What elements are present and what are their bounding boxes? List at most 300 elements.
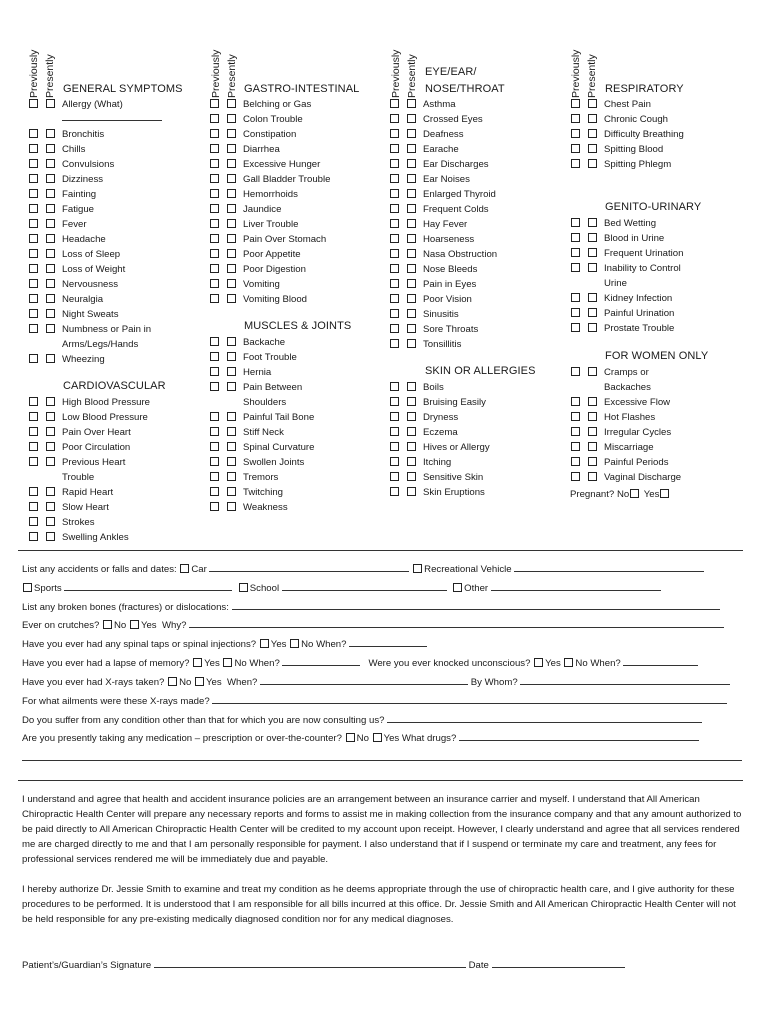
- symptom-label: Pain in Eyes: [423, 279, 477, 290]
- presently-checkbox[interactable]: [46, 324, 55, 333]
- presently-checkbox[interactable]: [588, 248, 597, 257]
- presently-checkbox[interactable]: [46, 249, 55, 258]
- symptom-label: Excessive Flow: [604, 397, 671, 408]
- presently-checkbox[interactable]: [46, 427, 55, 436]
- symptom-label: Foot Trouble: [243, 352, 297, 363]
- question-ailments: [22, 693, 727, 709]
- previously-checkbox[interactable]: [29, 487, 38, 496]
- presently-checkbox[interactable]: [227, 382, 236, 391]
- presently-checkbox[interactable]: [227, 159, 236, 168]
- previously-checkbox[interactable]: [29, 264, 38, 273]
- crutches-why-label: Why?: [161, 620, 187, 631]
- other-condition-field[interactable]: [387, 712, 702, 723]
- crutches-no-checkbox[interactable]: [103, 620, 112, 629]
- presently-checkbox[interactable]: [407, 234, 416, 243]
- previously-checkbox[interactable]: [210, 472, 219, 481]
- previously-checkbox[interactable]: [29, 532, 38, 541]
- previously-checkbox[interactable]: [390, 129, 399, 138]
- presently-checkbox[interactable]: [227, 114, 236, 123]
- memory-no-checkbox[interactable]: [223, 658, 232, 667]
- medication-label: Are you presently taking any medication – prescription or over-the-counter?: [22, 733, 342, 744]
- presently-checkbox[interactable]: [227, 189, 236, 198]
- medication-extra-line[interactable]: [22, 760, 742, 761]
- question-accidents: [22, 561, 704, 577]
- presently-checkbox[interactable]: [407, 204, 416, 213]
- presently-checkbox[interactable]: [407, 174, 416, 183]
- presently-checkbox[interactable]: [227, 279, 236, 288]
- presently-checkbox[interactable]: [227, 174, 236, 183]
- previously-checkbox[interactable]: [29, 412, 38, 421]
- symptom-label: Nasa Obstruction: [423, 249, 498, 260]
- symptom-label: Poor Digestion: [243, 264, 306, 275]
- symptom-label: Twitching: [243, 487, 283, 498]
- previously-checkbox[interactable]: [29, 502, 38, 511]
- symptom-label: Fatigue: [62, 204, 94, 215]
- xrays-no-checkbox[interactable]: [168, 677, 177, 686]
- symptom-label: Spinal Curvature: [243, 442, 315, 453]
- previously-checkbox[interactable]: [29, 279, 38, 288]
- previously-checkbox[interactable]: [210, 174, 219, 183]
- symptom-label: Neuralgia: [62, 294, 104, 305]
- section-title-muscles: MUSCLES & JOINTS: [244, 320, 352, 332]
- presently-checkbox[interactable]: [227, 264, 236, 273]
- xrays-yes-label: Yes: [206, 677, 222, 688]
- crutches-why-field[interactable]: [189, 617, 724, 628]
- presently-checkbox[interactable]: [46, 517, 55, 526]
- previously-checkbox[interactable]: [29, 427, 38, 436]
- presently-checkbox[interactable]: [407, 397, 416, 406]
- symptom-label: Painful Periods: [604, 457, 669, 468]
- previously-checkbox[interactable]: [210, 159, 219, 168]
- symptom-label: Poor Vision: [423, 294, 472, 305]
- memory-yes-checkbox[interactable]: [193, 658, 202, 667]
- previously-checkbox[interactable]: [390, 174, 399, 183]
- section-title-gastro: GASTRO-INTESTINAL: [244, 83, 360, 95]
- presently-checkbox[interactable]: [588, 293, 597, 302]
- symptom-label: Poor Circulation: [62, 442, 131, 453]
- presently-checkbox[interactable]: [407, 219, 416, 228]
- previously-checkbox[interactable]: [390, 279, 399, 288]
- school-checkbox[interactable]: [239, 583, 248, 592]
- previously-checkbox[interactable]: [210, 337, 219, 346]
- previously-checkbox[interactable]: [210, 189, 219, 198]
- presently-checkbox[interactable]: [227, 472, 236, 481]
- xrays-label: Have you ever had X-rays taken?: [22, 677, 165, 688]
- symptom-label: Convulsions: [62, 159, 115, 170]
- presently-checkbox[interactable]: [46, 457, 55, 466]
- presently-checkbox[interactable]: [407, 382, 416, 391]
- signature-field[interactable]: [154, 957, 466, 968]
- previously-checkbox[interactable]: [571, 114, 580, 123]
- previously-checkbox[interactable]: [210, 487, 219, 496]
- presently-checkbox[interactable]: [46, 487, 55, 496]
- presently-checkbox[interactable]: [46, 502, 55, 511]
- symptom-label-continued: Arms/Legs/Hands: [62, 339, 139, 350]
- previously-checkbox[interactable]: [210, 427, 219, 436]
- presently-checkbox[interactable]: [407, 412, 416, 421]
- symptom-label: Pain Over Heart: [62, 427, 131, 438]
- previously-checkbox[interactable]: [29, 204, 38, 213]
- medication-no-checkbox[interactable]: [346, 733, 355, 742]
- presently-checkbox[interactable]: [46, 309, 55, 318]
- previously-checkbox[interactable]: [210, 502, 219, 511]
- presently-checkbox[interactable]: [588, 129, 597, 138]
- previously-checkbox[interactable]: [571, 472, 580, 481]
- symptom-label: Weakness: [243, 502, 288, 513]
- knocked-no-checkbox[interactable]: [564, 658, 573, 667]
- symptom-label: Loss of Weight: [62, 264, 126, 275]
- presently-checkbox[interactable]: [588, 308, 597, 317]
- previously-checkbox[interactable]: [29, 219, 38, 228]
- presently-checkbox[interactable]: [588, 412, 597, 421]
- presently-checkbox[interactable]: [46, 354, 55, 363]
- presently-checkbox[interactable]: [227, 144, 236, 153]
- presently-checkbox[interactable]: [407, 472, 416, 481]
- previously-checkbox[interactable]: [390, 487, 399, 496]
- presently-checkbox[interactable]: [588, 218, 597, 227]
- previously-checkbox[interactable]: [571, 457, 580, 466]
- previously-checkbox[interactable]: [571, 233, 580, 242]
- rv-checkbox[interactable]: [413, 564, 422, 573]
- symptom-label: Hives or Allergy: [423, 442, 490, 453]
- question-memory: [22, 655, 698, 671]
- presently-label: Presently: [226, 54, 238, 98]
- presently-checkbox[interactable]: [227, 487, 236, 496]
- previously-checkbox[interactable]: [210, 129, 219, 138]
- previously-checkbox[interactable]: [210, 204, 219, 213]
- pregnant-no-label: No: [616, 489, 630, 500]
- symptom-label: Strokes: [62, 517, 95, 528]
- presently-checkbox[interactable]: [46, 234, 55, 243]
- presently-checkbox[interactable]: [227, 129, 236, 138]
- symptom-label: Liver Trouble: [243, 219, 299, 230]
- presently-checkbox[interactable]: [46, 219, 55, 228]
- section-title-general: GENERAL SYMPTOMS: [63, 83, 183, 95]
- symptom-label: Blood in Urine: [604, 233, 665, 244]
- previously-checkbox[interactable]: [210, 219, 219, 228]
- school-field[interactable]: [282, 580, 447, 591]
- previously-checkbox[interactable]: [390, 294, 399, 303]
- column-header-general: [28, 26, 68, 96]
- previously-checkbox[interactable]: [390, 382, 399, 391]
- previously-checkbox[interactable]: [390, 339, 399, 348]
- presently-checkbox[interactable]: [46, 442, 55, 451]
- presently-checkbox[interactable]: [407, 189, 416, 198]
- presently-checkbox[interactable]: [407, 457, 416, 466]
- previously-label: Previously: [570, 49, 582, 98]
- memory-when-field[interactable]: [282, 655, 360, 666]
- presently-checkbox[interactable]: [227, 234, 236, 243]
- spinal-when-label: When?: [316, 639, 347, 650]
- previously-checkbox[interactable]: [571, 323, 580, 332]
- agreement-paragraph-2: I hereby authorize Dr. Jessie Smith to examine and treat my condition as he deems appropriate through the use of chiropractic health care, and I give authority for these procedures to be performed. It is understood that I am responsible for all bills incurred at this office. Dr. Jessie Smith and All American Chiropractic Health Center will not be held responsible for any pre-existing medically diagnosed condition nor for any medical diagnoses.: [22, 884, 736, 925]
- previously-checkbox[interactable]: [210, 249, 219, 258]
- sports-field[interactable]: [64, 580, 232, 591]
- symptom-label: Hoarseness: [423, 234, 475, 245]
- previously-checkbox[interactable]: [390, 309, 399, 318]
- presently-checkbox[interactable]: [407, 249, 416, 258]
- previously-checkbox[interactable]: [29, 294, 38, 303]
- presently-checkbox[interactable]: [407, 339, 416, 348]
- previously-checkbox[interactable]: [210, 144, 219, 153]
- presently-checkbox[interactable]: [588, 367, 597, 376]
- presently-checkbox[interactable]: [46, 99, 55, 108]
- car-checkbox[interactable]: [180, 564, 189, 573]
- presently-checkbox[interactable]: [407, 264, 416, 273]
- previously-checkbox[interactable]: [571, 442, 580, 451]
- previously-checkbox[interactable]: [29, 324, 38, 333]
- previously-checkbox[interactable]: [390, 442, 399, 451]
- symptom-label: Hernia: [243, 367, 272, 378]
- previously-checkbox[interactable]: [571, 99, 580, 108]
- previously-checkbox[interactable]: [571, 263, 580, 272]
- allergy-what-field[interactable]: [62, 120, 162, 121]
- presently-checkbox[interactable]: [227, 294, 236, 303]
- presently-checkbox[interactable]: [227, 367, 236, 376]
- previously-checkbox[interactable]: [210, 114, 219, 123]
- section-title-eye-2: NOSE/THROAT: [425, 83, 505, 95]
- presently-checkbox[interactable]: [46, 159, 55, 168]
- presently-checkbox[interactable]: [588, 427, 597, 436]
- medication-yes-checkbox[interactable]: [373, 733, 382, 742]
- presently-checkbox[interactable]: [227, 442, 236, 451]
- previously-checkbox[interactable]: [29, 249, 38, 258]
- symptom-label: High Blood Pressure: [62, 397, 150, 408]
- symptom-label: Crossed Eyes: [423, 114, 483, 125]
- symptom-label: Tremors: [243, 472, 279, 483]
- car-label: Car: [191, 564, 207, 575]
- previously-checkbox[interactable]: [571, 129, 580, 138]
- symptom-label: Pain Between: [243, 382, 303, 393]
- rv-field[interactable]: [514, 561, 704, 572]
- previously-checkbox[interactable]: [571, 308, 580, 317]
- presently-checkbox[interactable]: [407, 294, 416, 303]
- symptom-label: Chills: [62, 144, 86, 155]
- presently-checkbox[interactable]: [227, 249, 236, 258]
- previously-checkbox[interactable]: [571, 397, 580, 406]
- pregnant-yes-checkbox[interactable]: [660, 489, 669, 498]
- previously-checkbox[interactable]: [29, 397, 38, 406]
- presently-checkbox[interactable]: [407, 309, 416, 318]
- previously-checkbox[interactable]: [571, 412, 580, 421]
- previously-checkbox[interactable]: [390, 99, 399, 108]
- presently-checkbox[interactable]: [46, 412, 55, 421]
- broken-field[interactable]: [232, 599, 720, 610]
- xrays-by-whom-field[interactable]: [520, 674, 730, 685]
- memory-when-label: When?: [249, 658, 280, 669]
- presently-checkbox[interactable]: [227, 204, 236, 213]
- presently-checkbox[interactable]: [407, 159, 416, 168]
- symptom-label: Jaundice: [243, 204, 282, 215]
- presently-checkbox[interactable]: [588, 323, 597, 332]
- presently-checkbox[interactable]: [588, 457, 597, 466]
- sports-checkbox[interactable]: [23, 583, 32, 592]
- school-label: School: [249, 583, 280, 594]
- symptom-label: Rapid Heart: [62, 487, 114, 498]
- section-title-eye-1: EYE/EAR/: [425, 66, 477, 78]
- presently-checkbox[interactable]: [588, 144, 597, 153]
- presently-checkbox[interactable]: [46, 204, 55, 213]
- symptom-label: Swollen Joints: [243, 457, 305, 468]
- previously-checkbox[interactable]: [571, 144, 580, 153]
- presently-checkbox[interactable]: [407, 144, 416, 153]
- ailments-field[interactable]: [212, 693, 727, 704]
- pregnant-question: [570, 488, 671, 502]
- previously-checkbox[interactable]: [29, 234, 38, 243]
- presently-checkbox[interactable]: [227, 219, 236, 228]
- presently-checkbox[interactable]: [588, 263, 597, 272]
- previously-checkbox[interactable]: [29, 144, 38, 153]
- previously-checkbox[interactable]: [390, 189, 399, 198]
- previously-checkbox[interactable]: [29, 309, 38, 318]
- section-title-women: FOR WOMEN ONLY: [605, 350, 709, 362]
- presently-checkbox[interactable]: [46, 264, 55, 273]
- previously-checkbox[interactable]: [29, 354, 38, 363]
- symptom-label: Bronchitis: [62, 129, 105, 140]
- previously-checkbox[interactable]: [390, 397, 399, 406]
- presently-checkbox[interactable]: [46, 294, 55, 303]
- presently-checkbox[interactable]: [227, 337, 236, 346]
- previously-checkbox[interactable]: [390, 249, 399, 258]
- presently-checkbox[interactable]: [588, 442, 597, 451]
- presently-checkbox[interactable]: [227, 99, 236, 108]
- presently-checkbox[interactable]: [407, 99, 416, 108]
- symptom-label: Difficulty Breathing: [604, 129, 684, 140]
- previously-checkbox[interactable]: [390, 234, 399, 243]
- other-condition-label: Do you suffer from any condition other than that for which you are now consulting us?: [22, 715, 385, 726]
- xrays-yes-checkbox[interactable]: [195, 677, 204, 686]
- car-field[interactable]: [209, 561, 409, 572]
- previously-checkbox[interactable]: [29, 99, 38, 108]
- presently-checkbox[interactable]: [588, 233, 597, 242]
- previously-checkbox[interactable]: [29, 174, 38, 183]
- presently-checkbox[interactable]: [588, 472, 597, 481]
- what-drugs-field[interactable]: [459, 730, 699, 741]
- presently-checkbox[interactable]: [46, 189, 55, 198]
- column-header-respiratory: [570, 26, 610, 96]
- presently-checkbox[interactable]: [407, 487, 416, 496]
- previously-checkbox[interactable]: [210, 382, 219, 391]
- previously-checkbox[interactable]: [29, 442, 38, 451]
- presently-checkbox[interactable]: [227, 427, 236, 436]
- presently-checkbox[interactable]: [227, 412, 236, 421]
- presently-checkbox[interactable]: [227, 457, 236, 466]
- previously-checkbox[interactable]: [571, 248, 580, 257]
- date-field[interactable]: [492, 957, 625, 968]
- pregnant-no-checkbox[interactable]: [630, 489, 639, 498]
- presently-checkbox[interactable]: [227, 502, 236, 511]
- presently-checkbox[interactable]: [588, 114, 597, 123]
- spinal-no-checkbox[interactable]: [290, 639, 299, 648]
- previously-checkbox[interactable]: [210, 442, 219, 451]
- previously-checkbox[interactable]: [210, 352, 219, 361]
- symptom-label: Irregular Cycles: [604, 427, 672, 438]
- presently-checkbox[interactable]: [46, 279, 55, 288]
- previously-checkbox[interactable]: [210, 294, 219, 303]
- presently-checkbox[interactable]: [588, 397, 597, 406]
- previously-checkbox[interactable]: [571, 367, 580, 376]
- knocked-when-field[interactable]: [623, 655, 698, 666]
- previously-checkbox[interactable]: [29, 189, 38, 198]
- previously-checkbox[interactable]: [390, 219, 399, 228]
- symptom-label: Dryness: [423, 412, 459, 423]
- symptom-label: Swelling Ankles: [62, 532, 129, 543]
- presently-checkbox[interactable]: [407, 427, 416, 436]
- other-field[interactable]: [491, 580, 661, 591]
- presently-checkbox[interactable]: [407, 324, 416, 333]
- symptom-label: Sensitive Skin: [423, 472, 484, 483]
- previously-checkbox[interactable]: [210, 264, 219, 273]
- presently-checkbox[interactable]: [46, 129, 55, 138]
- xrays-when-label: When?: [227, 677, 258, 688]
- presently-checkbox[interactable]: [407, 129, 416, 138]
- other-checkbox[interactable]: [453, 583, 462, 592]
- crutches-yes-checkbox[interactable]: [130, 620, 139, 629]
- previously-checkbox[interactable]: [390, 204, 399, 213]
- previously-checkbox[interactable]: [210, 279, 219, 288]
- previously-checkbox[interactable]: [390, 457, 399, 466]
- presently-checkbox[interactable]: [588, 99, 597, 108]
- symptom-label: Ear Discharges: [423, 159, 489, 170]
- previously-checkbox[interactable]: [390, 472, 399, 481]
- presently-checkbox[interactable]: [46, 532, 55, 541]
- xrays-when-field[interactable]: [260, 674, 468, 685]
- previously-checkbox[interactable]: [390, 144, 399, 153]
- presently-checkbox[interactable]: [407, 279, 416, 288]
- previously-checkbox[interactable]: [571, 427, 580, 436]
- previously-checkbox[interactable]: [210, 234, 219, 243]
- previously-checkbox[interactable]: [29, 159, 38, 168]
- spinal-no-label: No: [301, 639, 314, 650]
- previously-checkbox[interactable]: [29, 457, 38, 466]
- symptom-label: Hay Fever: [423, 219, 468, 230]
- previously-checkbox[interactable]: [390, 427, 399, 436]
- presently-checkbox[interactable]: [46, 144, 55, 153]
- spinal-yes-checkbox[interactable]: [260, 639, 269, 648]
- previously-checkbox[interactable]: [29, 517, 38, 526]
- symptom-label: Enlarged Thyroid: [423, 189, 496, 200]
- previously-checkbox[interactable]: [390, 159, 399, 168]
- previously-checkbox[interactable]: [210, 99, 219, 108]
- previously-checkbox[interactable]: [210, 412, 219, 421]
- previously-checkbox[interactable]: [390, 264, 399, 273]
- previously-checkbox[interactable]: [571, 159, 580, 168]
- presently-checkbox[interactable]: [46, 397, 55, 406]
- presently-checkbox[interactable]: [407, 114, 416, 123]
- previously-checkbox[interactable]: [390, 324, 399, 333]
- question-accidents-2: [22, 580, 661, 596]
- question-medication: [22, 730, 699, 746]
- presently-checkbox[interactable]: [407, 442, 416, 451]
- previously-checkbox[interactable]: [390, 412, 399, 421]
- symptom-label: Earache: [423, 144, 459, 155]
- previously-checkbox[interactable]: [390, 114, 399, 123]
- presently-checkbox[interactable]: [588, 159, 597, 168]
- previously-checkbox[interactable]: [571, 293, 580, 302]
- symptom-label: Nervousness: [62, 279, 118, 290]
- spinal-taps-label: Have you ever had any spinal taps or spinal injections?: [22, 639, 257, 650]
- previously-checkbox[interactable]: [29, 129, 38, 138]
- previously-checkbox[interactable]: [210, 457, 219, 466]
- presently-checkbox[interactable]: [46, 174, 55, 183]
- accidents-label: List any accidents or falls and dates:: [22, 564, 177, 575]
- knocked-yes-checkbox[interactable]: [534, 658, 543, 667]
- previously-checkbox[interactable]: [210, 367, 219, 376]
- spinal-when-field[interactable]: [349, 636, 427, 647]
- presently-checkbox[interactable]: [227, 352, 236, 361]
- previously-checkbox[interactable]: [571, 218, 580, 227]
- symptom-label: Tonsillitis: [423, 339, 462, 350]
